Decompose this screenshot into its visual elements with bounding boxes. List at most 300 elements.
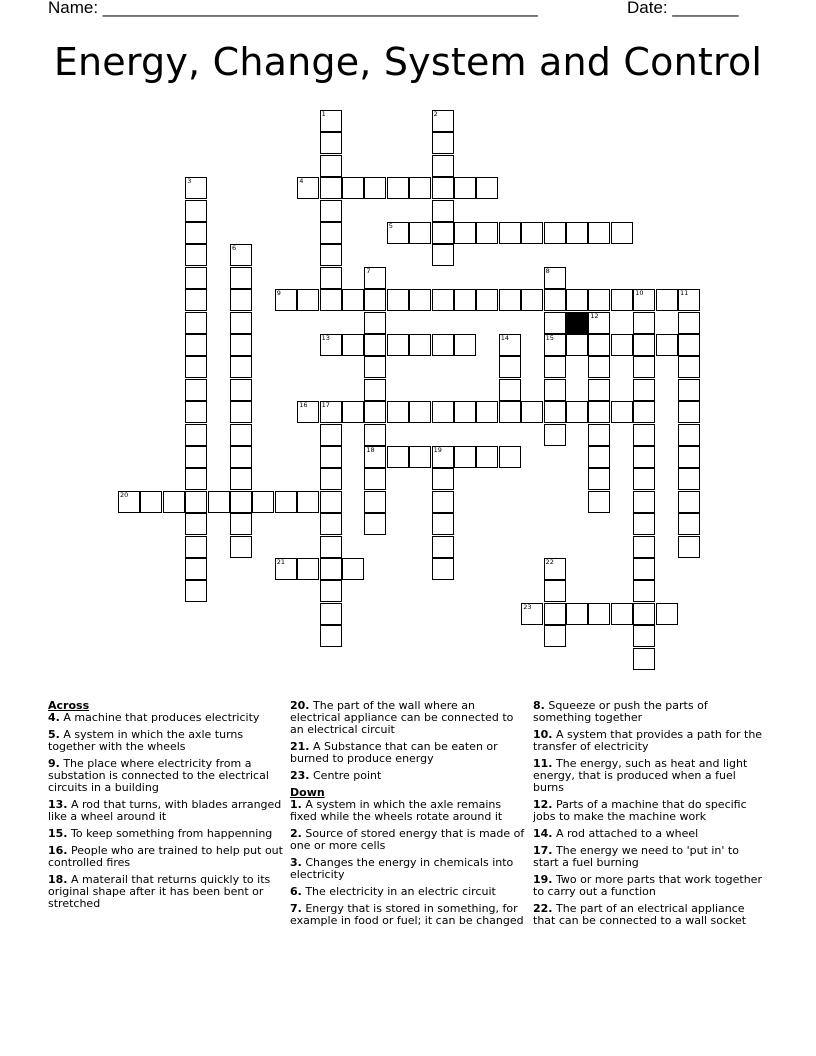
grid-cell[interactable] — [320, 177, 342, 199]
grid-cell[interactable] — [544, 334, 566, 356]
clue-number: 8 — [545, 266, 550, 275]
clue-number: 20 — [120, 490, 129, 499]
grid-cell[interactable] — [387, 401, 409, 423]
grid-cell[interactable] — [185, 379, 207, 401]
clue-number-label: 18. — [48, 873, 68, 886]
grid-cell[interactable] — [185, 177, 207, 199]
grid-cell[interactable] — [476, 289, 498, 311]
grid-cell[interactable] — [185, 468, 207, 490]
clue-number-label: 14. — [533, 827, 553, 840]
clue-number: 19 — [433, 446, 442, 454]
grid-cell[interactable] — [678, 379, 700, 401]
grid-cell[interactable] — [544, 289, 566, 311]
clue-text: A materail that returns quickly to its original shape after it has been bent or stretched — [48, 873, 271, 910]
grid-cell[interactable] — [320, 289, 342, 311]
clue-text: Energy that is stored in something, for example in food or fuel; it can be changed — [290, 902, 524, 927]
grid-cell[interactable] — [364, 356, 386, 378]
grid-cell[interactable] — [230, 513, 252, 535]
grid-cell[interactable] — [678, 468, 700, 490]
clue-number: 11 — [680, 289, 689, 298]
grid-cell[interactable] — [320, 267, 342, 289]
clue-text: To keep something from happenning — [67, 827, 273, 840]
grid-cell[interactable] — [432, 289, 454, 311]
grid-cell[interactable] — [566, 289, 588, 311]
grid-cell[interactable] — [230, 289, 252, 311]
grid-cell[interactable] — [588, 312, 610, 334]
grid-cell[interactable] — [320, 155, 342, 177]
grid-cell[interactable] — [320, 603, 342, 625]
grid-cell[interactable] — [409, 222, 431, 244]
grid-cell[interactable] — [588, 222, 610, 244]
grid-cell[interactable] — [230, 356, 252, 378]
grid-cell[interactable] — [499, 222, 521, 244]
clue-number-label: 10. — [533, 728, 553, 741]
grid-cell[interactable] — [454, 289, 476, 311]
grid-cell[interactable] — [297, 558, 319, 580]
grid-cell[interactable] — [185, 222, 207, 244]
grid-cell[interactable] — [678, 289, 700, 311]
clue-text: Squeeze or push the parts of something together — [533, 699, 708, 724]
grid-cell[interactable] — [230, 424, 252, 446]
clue-number: 18 — [366, 446, 375, 454]
grid-cell[interactable] — [320, 132, 342, 154]
grid-cell[interactable] — [678, 491, 700, 513]
clue-text: People who are trained to help put out controlled fires — [48, 844, 283, 869]
clue — [533, 799, 768, 823]
grid-cell[interactable] — [297, 401, 319, 423]
grid-cell[interactable] — [544, 424, 566, 446]
grid-cell[interactable] — [432, 155, 454, 177]
clue-number: 10 — [635, 289, 644, 298]
grid-cell[interactable] — [521, 289, 543, 311]
grid-cell[interactable] — [566, 401, 588, 423]
down-heading: Down — [290, 786, 325, 799]
grid-cell[interactable] — [432, 222, 454, 244]
clue — [290, 741, 525, 765]
grid-cell[interactable] — [454, 177, 476, 199]
grid-cell[interactable] — [364, 379, 386, 401]
clue — [290, 828, 525, 852]
clue-number-label: 20. — [290, 699, 310, 712]
clue — [48, 845, 283, 869]
clue — [290, 886, 525, 898]
grid-cell[interactable] — [320, 401, 342, 423]
grid-cell[interactable] — [275, 491, 297, 513]
grid-cell[interactable] — [454, 334, 476, 356]
grid-cell[interactable] — [499, 446, 521, 468]
grid-cell[interactable] — [476, 222, 498, 244]
grid-cell[interactable] — [185, 334, 207, 356]
grid-cell[interactable] — [454, 446, 476, 468]
grid-cell[interactable] — [364, 424, 386, 446]
grid-cell[interactable] — [364, 513, 386, 535]
grid-cell[interactable] — [387, 446, 409, 468]
clue — [48, 799, 283, 823]
grid-cell[interactable] — [432, 536, 454, 558]
grid-cell[interactable] — [588, 446, 610, 468]
grid-cell[interactable] — [521, 603, 543, 625]
grid-cell[interactable] — [275, 558, 297, 580]
clue — [290, 700, 525, 736]
grid-cell[interactable] — [364, 468, 386, 490]
grid-cell[interactable] — [409, 177, 431, 199]
clue-number-label: 22. — [533, 902, 553, 915]
grid-cell[interactable] — [678, 356, 700, 378]
clue-text: The energy we need to 'put in' to start a fuel burning — [533, 844, 739, 869]
clue-number: 16 — [299, 401, 308, 410]
grid-cell[interactable] — [387, 289, 409, 311]
grid-cell[interactable] — [320, 110, 342, 132]
grid-cell[interactable] — [185, 536, 207, 558]
grid-cell[interactable] — [364, 401, 386, 423]
grid-cell[interactable] — [432, 491, 454, 513]
grid-cell[interactable] — [364, 491, 386, 513]
clues-column-1 — [48, 700, 283, 915]
clue-number-label: 21. — [290, 740, 310, 753]
clue — [533, 845, 768, 869]
clue-number: 4 — [299, 177, 304, 186]
clue-text: A system in which the axle remains fixed while the wheels rotate around it — [290, 798, 503, 823]
grid-cell[interactable] — [633, 603, 655, 625]
grid-cell[interactable] — [476, 177, 498, 199]
grid-cell[interactable] — [185, 267, 207, 289]
grid-cell[interactable] — [320, 200, 342, 222]
grid-cell[interactable] — [499, 379, 521, 401]
clue-number: 17 — [321, 401, 330, 410]
grid-cell[interactable] — [633, 401, 655, 423]
clue-number-label: 15. — [48, 827, 68, 840]
grid-cell[interactable] — [454, 401, 476, 423]
grid-cell[interactable] — [476, 401, 498, 423]
grid-cell[interactable] — [409, 289, 431, 311]
clue — [533, 874, 768, 898]
grid-cell[interactable] — [633, 424, 655, 446]
grid-cell[interactable] — [633, 468, 655, 490]
grid-cell[interactable] — [544, 558, 566, 580]
clue-number: 3 — [187, 177, 192, 186]
grid-cell[interactable] — [185, 424, 207, 446]
across-heading: Across — [48, 699, 90, 712]
grid-cell[interactable] — [588, 289, 610, 311]
grid-cell[interactable] — [566, 334, 588, 356]
grid-cell[interactable] — [678, 536, 700, 558]
grid-cell[interactable] — [320, 244, 342, 266]
clue-number: 2 — [433, 110, 438, 118]
grid-cell[interactable] — [544, 401, 566, 423]
clue-text: Changes the energy in chemicals into electricity — [290, 856, 514, 881]
clue-number: 13 — [321, 334, 330, 342]
grid-cell[interactable] — [633, 289, 655, 311]
grid-cell[interactable] — [678, 312, 700, 334]
grid-cell[interactable] — [588, 401, 610, 423]
grid-cell[interactable] — [185, 580, 207, 602]
grid-cell[interactable] — [588, 356, 610, 378]
grid-cell[interactable] — [633, 513, 655, 535]
grid-cell[interactable] — [633, 536, 655, 558]
grid-cell[interactable] — [544, 379, 566, 401]
grid-cell[interactable] — [185, 491, 207, 513]
grid-cell[interactable] — [499, 401, 521, 423]
clue-text: A system in which the axle turns together with the wheels — [48, 728, 244, 753]
grid-cell[interactable] — [588, 379, 610, 401]
clue — [533, 903, 768, 927]
grid-cell[interactable] — [633, 648, 655, 670]
clue-number-label: 23. — [290, 769, 310, 782]
clue-text: The part of an electrical appliance that can be connected to a wall socket — [533, 902, 747, 927]
grid-cell[interactable] — [364, 289, 386, 311]
grid-cell[interactable] — [633, 580, 655, 602]
grid-cell[interactable] — [611, 334, 633, 356]
clue — [48, 729, 283, 753]
grid-cell[interactable] — [633, 625, 655, 647]
grid-cell[interactable] — [544, 312, 566, 334]
grid-cell[interactable] — [566, 222, 588, 244]
grid-cell[interactable] — [230, 312, 252, 334]
clue-number: 5 — [388, 222, 393, 230]
grid-cell[interactable] — [320, 558, 342, 580]
grid-cell[interactable] — [185, 244, 207, 266]
grid-cell[interactable] — [409, 446, 431, 468]
grid-cell[interactable] — [185, 401, 207, 423]
grid-cell[interactable] — [611, 222, 633, 244]
grid-cell[interactable] — [320, 625, 342, 647]
clue-number-label: 7. — [290, 902, 302, 915]
grid-cell[interactable] — [656, 289, 678, 311]
grid-cell[interactable] — [432, 177, 454, 199]
clue-text: Parts of a machine that do specific jobs to make the machine work — [533, 798, 747, 823]
clue — [290, 770, 525, 782]
black-cell — [566, 312, 588, 334]
grid-cell[interactable] — [342, 177, 364, 199]
grid-cell[interactable] — [678, 401, 700, 423]
grid-cell[interactable] — [432, 200, 454, 222]
grid-cell[interactable] — [320, 491, 342, 513]
grid-cell[interactable] — [588, 424, 610, 446]
grid-cell[interactable] — [432, 513, 454, 535]
grid-cell[interactable] — [611, 289, 633, 311]
clue-number-label: 6. — [290, 885, 302, 898]
grid-cell[interactable] — [544, 580, 566, 602]
grid-cell[interactable] — [342, 558, 364, 580]
grid-cell[interactable] — [230, 491, 252, 513]
grid-cell[interactable] — [230, 267, 252, 289]
grid-cell[interactable] — [544, 356, 566, 378]
clue — [533, 758, 768, 794]
grid-cell[interactable] — [185, 513, 207, 535]
grid-cell[interactable] — [611, 401, 633, 423]
grid-cell[interactable] — [544, 267, 566, 289]
clue-number-label: 17. — [533, 844, 553, 857]
clue-number-label: 8. — [533, 699, 545, 712]
clue — [533, 828, 768, 840]
clues-column-3 — [533, 700, 768, 932]
grid-cell[interactable] — [432, 446, 454, 468]
grid-cell[interactable] — [521, 222, 543, 244]
grid-cell[interactable] — [230, 379, 252, 401]
grid-cell[interactable] — [140, 491, 162, 513]
clue — [290, 857, 525, 881]
grid-cell[interactable] — [364, 446, 386, 468]
grid-cell[interactable] — [185, 200, 207, 222]
grid-cell[interactable] — [185, 356, 207, 378]
clues-column-2 — [290, 700, 525, 932]
grid-cell[interactable] — [409, 334, 431, 356]
clue-number-label: 2. — [290, 827, 302, 840]
grid-cell[interactable] — [633, 334, 655, 356]
grid-cell[interactable] — [432, 468, 454, 490]
clue-text: The part of the wall where an electrical appliance can be connected to an electrical circuit — [290, 699, 514, 736]
clue-text: A machine that produces electricity — [59, 711, 260, 724]
grid-cell[interactable] — [432, 132, 454, 154]
grid-cell[interactable] — [364, 334, 386, 356]
grid-cell[interactable] — [588, 334, 610, 356]
grid-cell[interactable] — [320, 513, 342, 535]
grid-cell[interactable] — [208, 491, 230, 513]
grid-cell[interactable] — [320, 536, 342, 558]
grid-cell[interactable] — [364, 177, 386, 199]
grid-cell[interactable] — [633, 356, 655, 378]
clue-number: 14 — [500, 334, 510, 342]
grid-cell[interactable] — [476, 446, 498, 468]
grid-cell[interactable] — [678, 334, 700, 356]
grid-cell[interactable] — [297, 289, 319, 311]
clue-number-label: 13. — [48, 798, 68, 811]
clue-text: Two or more parts that work together to carry out a function — [533, 873, 762, 898]
clue — [533, 700, 768, 724]
clue-number: 22 — [545, 558, 554, 566]
grid-cell[interactable] — [230, 401, 252, 423]
clue-number: 7 — [366, 266, 371, 275]
date-field-label: Date: _______ — [627, 0, 739, 17]
grid-cell[interactable] — [678, 513, 700, 535]
clue-number-label: 5. — [48, 728, 60, 741]
grid-cell[interactable] — [633, 558, 655, 580]
clue-number: 9 — [276, 289, 281, 298]
clue — [48, 712, 283, 724]
clue — [48, 758, 283, 794]
grid-cell[interactable] — [566, 603, 588, 625]
clue-number: 21 — [276, 558, 286, 566]
grid-cell[interactable] — [432, 244, 454, 266]
grid-cell[interactable] — [678, 446, 700, 468]
clue-text: The electricity in an electric circuit — [301, 885, 496, 898]
grid-cell[interactable] — [185, 289, 207, 311]
clue-text: A system that provides a path for the transfer of electricity — [533, 728, 763, 753]
grid-cell[interactable] — [432, 558, 454, 580]
grid-cell[interactable] — [320, 580, 342, 602]
grid-cell[interactable] — [432, 334, 454, 356]
clue-number-label: 16. — [48, 844, 68, 857]
clue — [290, 903, 525, 927]
clue-text: A Substance that can be eaten or burned to produce energy — [290, 740, 498, 765]
grid-cell[interactable] — [364, 312, 386, 334]
clue-text: A rod that turns, with blades arranged like a wheel around it — [48, 798, 282, 823]
grid-cell[interactable] — [656, 603, 678, 625]
grid-cell[interactable] — [320, 222, 342, 244]
clue-number-label: 4. — [48, 711, 60, 724]
grid-cell[interactable] — [499, 356, 521, 378]
clue-number: 23 — [523, 602, 532, 611]
grid-cell[interactable] — [230, 446, 252, 468]
grid-cell[interactable] — [342, 401, 364, 423]
grid-cell[interactable] — [588, 468, 610, 490]
grid-cell[interactable] — [633, 446, 655, 468]
grid-cell[interactable] — [320, 334, 342, 356]
clue — [533, 729, 768, 753]
grid-cell[interactable] — [387, 334, 409, 356]
grid-cell[interactable] — [544, 603, 566, 625]
grid-cell[interactable] — [588, 603, 610, 625]
grid-cell[interactable] — [230, 468, 252, 490]
grid-cell[interactable] — [342, 334, 364, 356]
clue-number: 6 — [232, 244, 237, 253]
grid-cell[interactable] — [297, 491, 319, 513]
grid-cell[interactable] — [364, 267, 386, 289]
clue-text: Source of stored energy that is made of one or more cells — [290, 827, 525, 852]
grid-cell[interactable] — [252, 491, 274, 513]
grid-cell[interactable] — [544, 222, 566, 244]
grid-cell[interactable] — [499, 289, 521, 311]
clue — [48, 828, 283, 840]
name-field-label: Name: ______________________________________________ — [48, 0, 538, 17]
grid-cell[interactable] — [499, 334, 521, 356]
clue-number-label: 11. — [533, 757, 553, 770]
grid-cell[interactable] — [633, 379, 655, 401]
grid-cell[interactable] — [230, 536, 252, 558]
grid-cell[interactable] — [387, 177, 409, 199]
grid-cell[interactable] — [230, 334, 252, 356]
grid-cell[interactable] — [454, 222, 476, 244]
clue-number: 12 — [590, 311, 599, 320]
grid-cell[interactable] — [275, 289, 297, 311]
grid-cell[interactable] — [342, 289, 364, 311]
grid-cell[interactable] — [544, 625, 566, 647]
clue-number: 15 — [545, 334, 554, 342]
grid-cell[interactable] — [521, 401, 543, 423]
grid-cell[interactable] — [163, 491, 185, 513]
clue-number-label: 19. — [533, 873, 553, 886]
clue — [290, 799, 525, 823]
grid-cell[interactable] — [678, 424, 700, 446]
clue-number: 1 — [321, 110, 326, 118]
grid-cell[interactable] — [633, 312, 655, 334]
grid-cell[interactable] — [611, 603, 633, 625]
clue-number-label: 12. — [533, 798, 553, 811]
grid-cell[interactable] — [230, 244, 252, 266]
grid-cell[interactable] — [118, 491, 140, 513]
grid-cell[interactable] — [387, 222, 409, 244]
clue-text: A rod attached to a wheel — [552, 827, 699, 840]
grid-cell[interactable] — [432, 110, 454, 132]
grid-cell[interactable] — [633, 491, 655, 513]
grid-cell[interactable] — [588, 491, 610, 513]
clue-text: The place where electricity from a substation is connected to the electrical circuits in a building — [48, 757, 269, 794]
grid-cell[interactable] — [185, 312, 207, 334]
grid-cell[interactable] — [432, 401, 454, 423]
clue-number-label: 3. — [290, 856, 302, 869]
grid-cell[interactable] — [297, 177, 319, 199]
grid-cell[interactable] — [656, 334, 678, 356]
grid-cell[interactable] — [409, 401, 431, 423]
grid-cell[interactable] — [185, 558, 207, 580]
grid-cell[interactable] — [320, 468, 342, 490]
grid-cell[interactable] — [185, 446, 207, 468]
grid-cell[interactable] — [320, 446, 342, 468]
clue-text: Centre point — [309, 769, 382, 782]
grid-cell[interactable] — [320, 424, 342, 446]
page-title: Energy, Change, System and Control — [53, 40, 763, 84]
clue-number-label: 9. — [48, 757, 60, 770]
